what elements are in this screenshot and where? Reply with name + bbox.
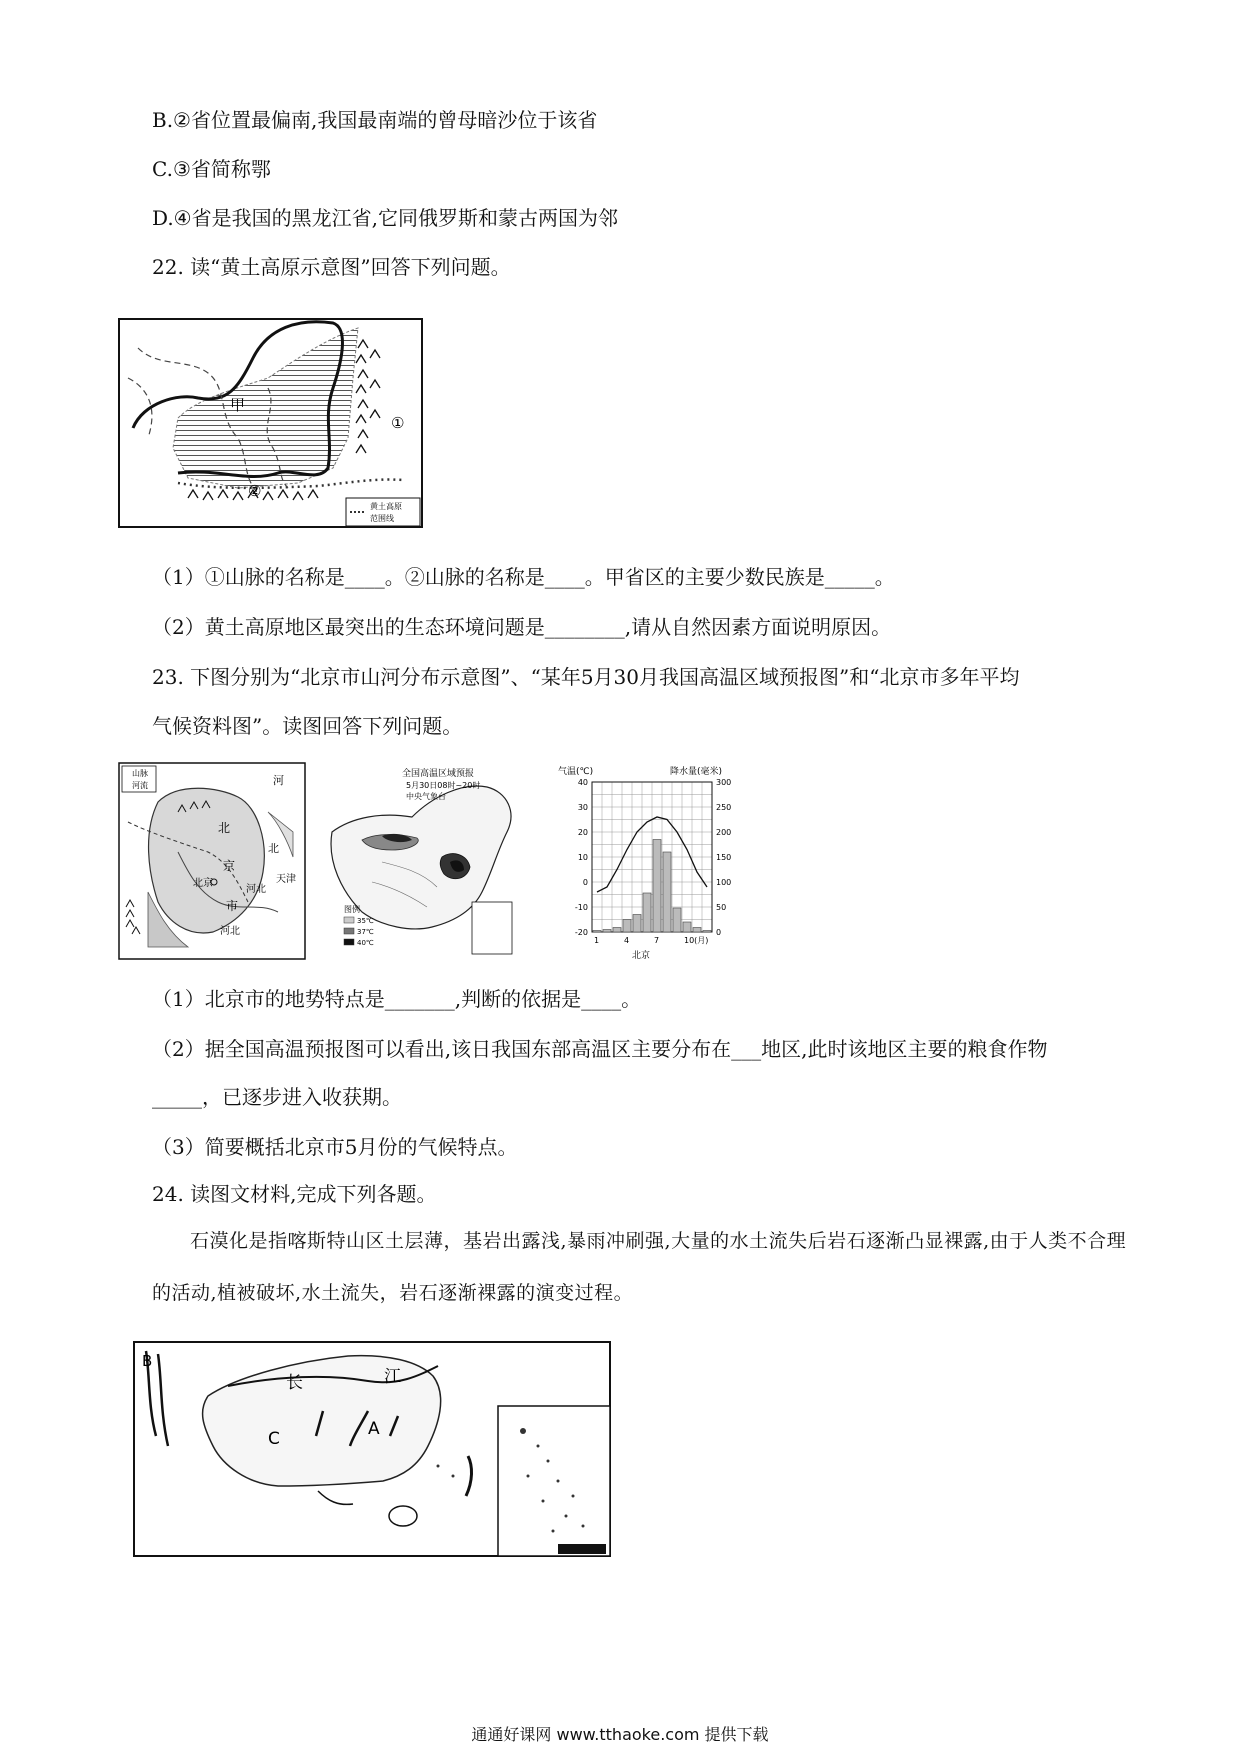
temp-tick-label: 40 (577, 778, 588, 787)
temp-tick-label: 30 (577, 803, 588, 812)
q21-option-c: C.③省简称鄂 (152, 157, 271, 181)
label-b: B (142, 1352, 153, 1370)
precip-bar (613, 928, 621, 933)
temp-tick-label: 20 (577, 828, 588, 837)
precip-tick-label: 50 (716, 903, 727, 912)
q23-stem-line1: 23. 下图分别为“北京市山河分布示意图”、“某年5月30月我国高温区域预报图”和“北京市多年平均 (152, 665, 1020, 689)
precip-bar (603, 930, 611, 933)
legend-river: 河流 (132, 781, 148, 790)
q21-option-b: B.②省位置最偏南,我国最南端的曾母暗沙位于该省 (152, 108, 598, 132)
chart-ylabel-left: 气温(℃) (558, 767, 594, 777)
label-bei-2: 北 (268, 842, 279, 855)
q23-sub2-line1: （2）据全国高温预报图可以看出,该日我国东部高温区主要分布在___地区,此时该地区主要的粮食作物 (152, 1037, 1048, 1061)
precip-bar (683, 922, 691, 932)
legend-mountain: 山脉 (132, 769, 148, 778)
precip-tick-label: 300 (716, 778, 732, 787)
precip-bar (643, 893, 651, 932)
month-tick-label: 1 (594, 936, 600, 945)
heat-map-title-3: 中央气象台 (406, 792, 446, 801)
label-shi: 市 (226, 899, 239, 913)
precip-tick-label: 200 (716, 828, 732, 837)
label-tianjin: 天津 (276, 874, 296, 885)
q23-sub2-line2: _____，已逐步进入收获期。 (152, 1085, 402, 1109)
label-hebei-2: 河北 (220, 926, 240, 937)
q23-sub1: （1）北京市的地势特点是_______,判断的依据是____。 (152, 987, 642, 1011)
label-jiang: 江 (384, 1367, 401, 1387)
label-bei-1: 北 (218, 821, 231, 835)
label-a: A (368, 1419, 380, 1439)
month-tick-label: 4 (624, 936, 630, 945)
precip-tick-label: 250 (716, 803, 732, 812)
label-jing: 京 (223, 859, 236, 873)
beijing-climate-chart (552, 762, 752, 962)
q24-material: 石漠化是指喀斯特山区土层薄，基岩出露浅,暴雨冲刷强,大量的水土流失后岩石逐渐凸显裸露,由于人类不合理的活动,植被破坏,水土流失，岩石逐渐裸露的演变过程。 (152, 1230, 1127, 1304)
heat-legend-35: 35℃ (357, 917, 374, 925)
precip-bar (633, 915, 641, 933)
month-tick-label: 10(月) (684, 936, 709, 945)
precip-bar (663, 852, 671, 932)
month-tick-label: 7 (654, 936, 660, 945)
heat-legend-37: 37℃ (357, 928, 374, 936)
label-c: C (268, 1429, 280, 1449)
label-jia: 甲 (230, 396, 246, 414)
q23-sub3: （3）简要概括北京市5月份的气候特点。 (152, 1135, 518, 1159)
q23-stem-line2: 气候资料图”。读图回答下列问题。 (152, 714, 463, 738)
temp-tick-label: 0 (582, 878, 588, 887)
precip-bar (653, 840, 661, 933)
temp-tick-label: -20 (574, 928, 588, 937)
temp-tick-label: 10 (577, 853, 588, 862)
temp-tick-label: -10 (574, 903, 588, 912)
chart-title: 北京 (632, 951, 651, 961)
precip-tick-label: 0 (716, 928, 722, 937)
q24-stem: 24. 读图文材料,完成下列各题。 (152, 1182, 437, 1206)
heat-legend-40: 40℃ (357, 939, 374, 947)
label-mountain-1: ① (391, 414, 405, 432)
heat-map-title-1: 全国高温区域预报 (402, 769, 475, 779)
precip-bar (593, 931, 601, 933)
precip-tick-label: 150 (716, 853, 732, 862)
heat-forecast-map (322, 762, 530, 960)
beijing-map (118, 762, 306, 960)
label-mountain-2: ② (248, 482, 262, 500)
label-hebei-1: 河北 (246, 884, 266, 895)
chart-ylabel-right: 降水量(毫米) (670, 767, 723, 777)
legend-boundary: 范围线 (370, 514, 394, 523)
loess-plateau-map (118, 318, 423, 528)
precip-bar (623, 920, 631, 933)
label-he-top: 河 (273, 774, 284, 787)
heat-legend-title: 图例 (344, 905, 360, 914)
southwest-china-map (128, 1336, 618, 1561)
label-chang: 长 (286, 1373, 303, 1393)
legend-loess: 黄土高原 (370, 502, 402, 511)
heat-map-title-2: 5月30日08时~20时 (406, 781, 481, 790)
precip-tick-label: 100 (716, 878, 732, 887)
q22-stem: 22. 读“黄土高原示意图”回答下列问题。 (152, 255, 511, 279)
q22-sub1: （1）①山脉的名称是____。②山脉的名称是____。甲省区的主要少数民族是_____。 (152, 565, 895, 589)
q21-option-d: D.④省是我国的黑龙江省,它同俄罗斯和蒙古两国为邻 (152, 206, 618, 230)
precip-bar (673, 908, 681, 932)
precip-bar (703, 931, 711, 933)
q22-sub2: （2）黄土高原地区最突出的生态环境问题是________,请从自然因素方面说明原因。 (152, 615, 892, 639)
page-footer: 通通好课网 www.tthaoke.com 提供下载 (471, 1725, 769, 1744)
label-beijing: 北京 (193, 878, 213, 889)
precip-bar (693, 928, 701, 933)
